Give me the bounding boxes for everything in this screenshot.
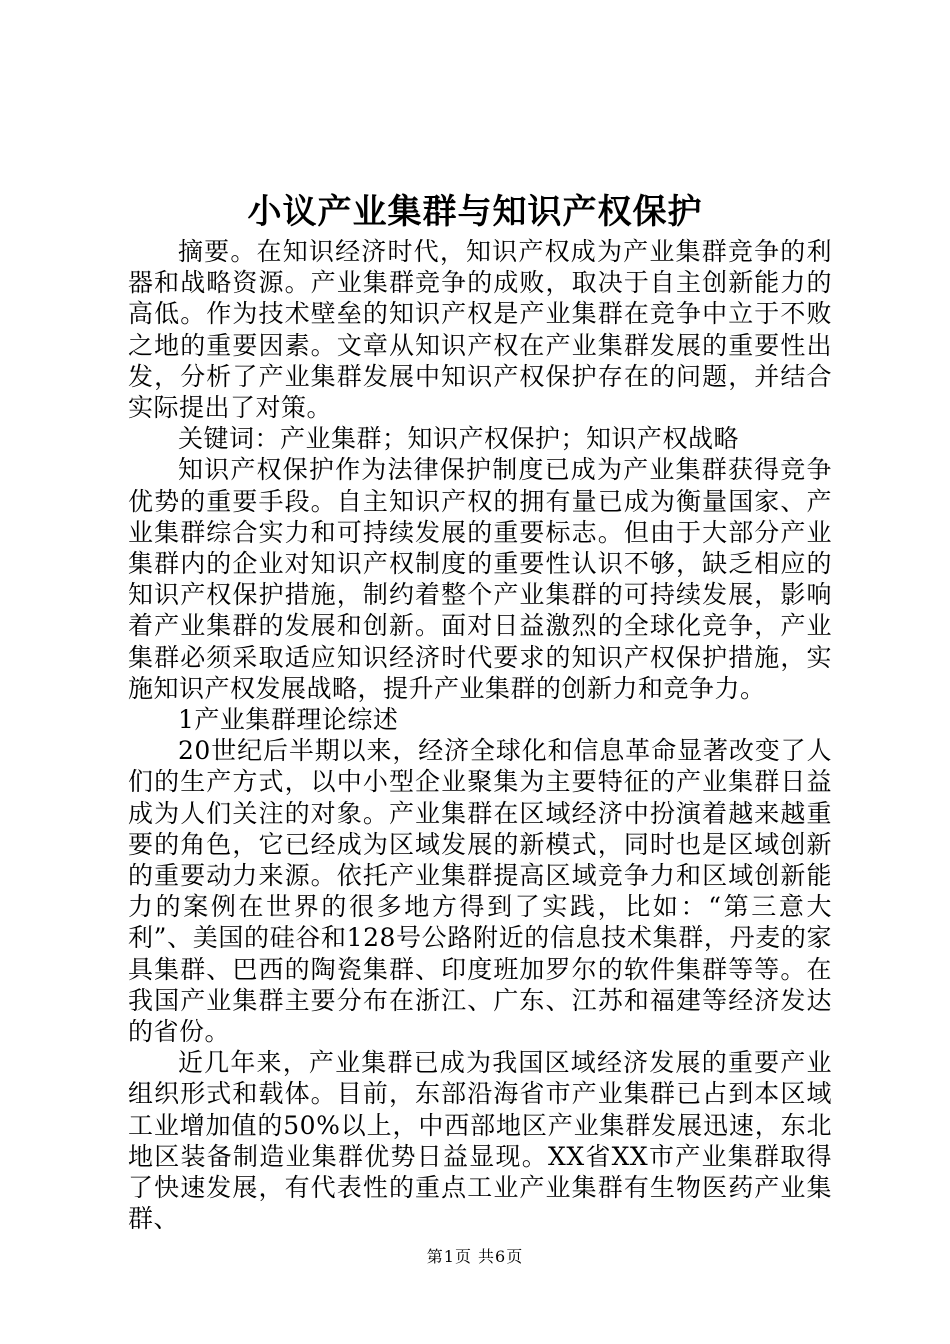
page-footer: 第1页 共6页 [426,1247,524,1266]
document-body [128,236,832,1235]
keywords-paragraph: 关键词：产业集群；知识产权保护；知识产权战略 [178,424,740,454]
body-paragraph: 近几年来，产业集群已成为我国区域经济发展的重要产业组织形式和载体。目前，东部沿海省市产业集群已占到本区域工业增加值的50%以上，中西部地区产业集群发展迅速，东北地区装备制造业集群优势日益显现。XX省XX市产业集群取得了快速发展，有代表性的重点工业产业集群有生物医药产业集群、 [128,1048,832,1234]
abstract-paragraph: 摘要。在知识经济时代，知识产权成为产业集群竞争的利器和战略资源。产业集群竞争的成败，取决于自主创新能力的高低。作为技术壁垒的知识产权是产业集群在竞争中立于不败之地的重要因素。文章从知识产权在产业集群发展的重要性出发，分析了产业集群发展中知识产权保护存在的问题，并结合实际提出了对策。 [128,237,832,423]
body-paragraph: 20世纪后半期以来，经济全球化和信息革命显著改变了人们的生产方式，以中小型企业聚集为主要特征的产业集群日益成为人们关注的对象。产业集群在区域经济中扮演着越来越重要的角色，它已经成为区域发展的新模式，同时也是区域创新的重要动力来源。依托产业集群提高区域竞争力和区域创新能力的案例在世界的很多地方得到了实践，比如：“第三意大利”、美国的硅谷和128号公路附近的信息技术集群，丹麦的家具集群、巴西的陶瓷集群、印度班加罗尔的软件集群等等。在我国产业集群主要分布在浙江、广东、江苏和福建等经济发达的省份。 [128,736,832,1047]
intro-paragraph: 知识产权保护作为法律保护制度已成为产业集群获得竞争优势的重要手段。自主知识产权的拥有量已成为衡量国家、产业集群综合实力和可持续发展的重要标志。但由于大部分产业集群内的企业对知识产权制度的重要性认识不够，缺乏相应的知识产权保护措施，制约着整个产业集群的可持续发展，影响着产业集群的发展和创新。面对日益激烈的全球化竞争，产业集群必须采取适应知识经济时代要求的知识产权保护措施，实施知识产权发展战略，提升产业集群的创新力和竞争力。 [128,455,832,703]
document-title: 小议产业集群与知识产权保护 [247,192,703,232]
section-heading: 1产业集群理论综述 [178,705,399,735]
